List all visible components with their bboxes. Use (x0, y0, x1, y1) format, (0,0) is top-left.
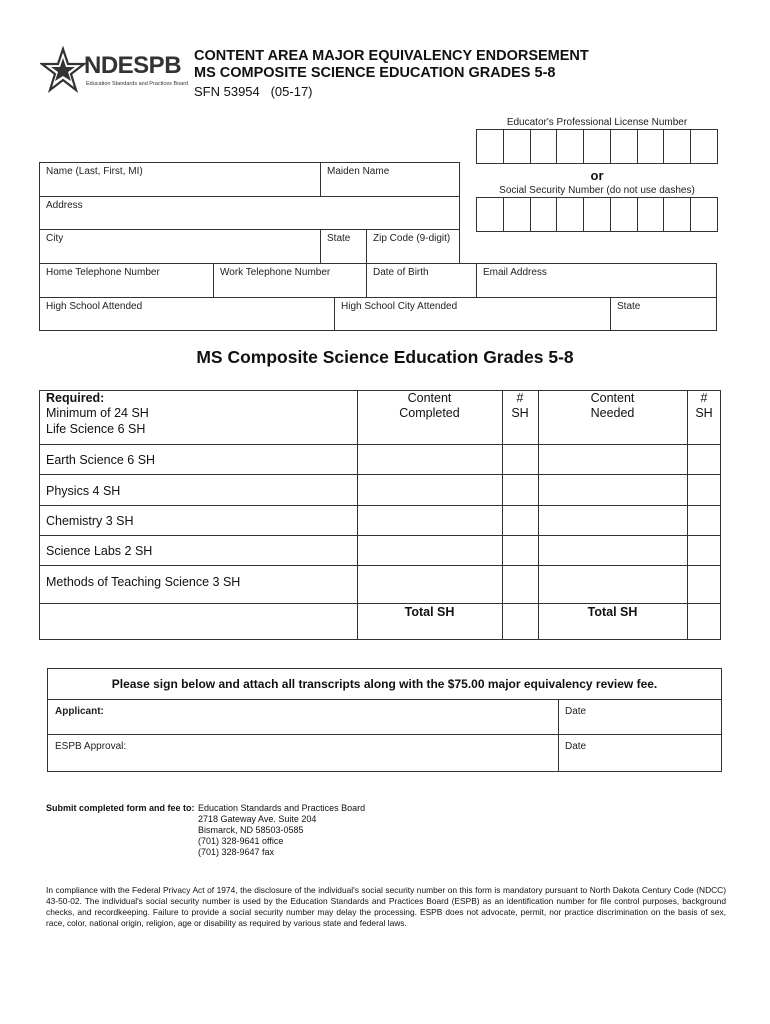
form-number: SFN 53954 (05-17) (194, 84, 313, 99)
applicant-date-field[interactable]: Date (565, 706, 587, 717)
ssn-digit-box[interactable] (557, 197, 584, 232)
form-title-line1: CONTENT AREA MAJOR EQUIVALENCY ENDORSEMENT (194, 48, 589, 64)
row-life-science: Life Science 6 SH (46, 422, 146, 436)
license-digit-box[interactable] (476, 129, 504, 164)
ssn-digit-box[interactable] (476, 197, 504, 232)
state-field[interactable]: State (320, 229, 367, 264)
high-school-city-field[interactable]: High School City Attended (334, 297, 611, 331)
high-school-field[interactable]: High School Attended (39, 297, 335, 331)
ssn-boxes[interactable] (476, 197, 718, 232)
section-title: MS Composite Science Education Grades 5-8 (196, 347, 574, 367)
license-number-boxes[interactable] (476, 129, 718, 164)
license-digit-box[interactable] (611, 129, 638, 164)
work-phone-field[interactable]: Work Telephone Number (213, 263, 367, 298)
license-digit-box[interactable] (531, 129, 558, 164)
city-field[interactable]: City (39, 229, 321, 264)
star-logo-icon (40, 46, 86, 96)
license-digit-box[interactable] (504, 129, 531, 164)
email-field[interactable]: Email Address (476, 263, 717, 298)
col-sh-needed: # SH (695, 391, 713, 420)
row-science-labs: Science Labs 2 SH (46, 544, 153, 558)
license-digit-box[interactable] (584, 129, 611, 164)
ssn-digit-box[interactable] (611, 197, 638, 232)
license-digit-box[interactable] (691, 129, 718, 164)
total-sh-needed: Total SH (587, 605, 638, 619)
submit-address: Education Standards and Practices Board 2718 Gateway Ave. Suite 204 Bismarck, ND 58503-0585 (701) 328-9641 office (701) 328-9647 fax (198, 803, 366, 857)
ssn-digit-box[interactable] (664, 197, 691, 232)
ssn-label: Social Security Number (do not use dashes) (499, 185, 695, 196)
logo-text: NDESPB (84, 52, 182, 79)
form-title-line2: MS COMPOSITE SCIENCE EDUCATION GRADES 5-8 (194, 65, 556, 81)
logo-tagline: Education Standards and Practices Board (86, 81, 189, 87)
high-school-state-field[interactable]: State (610, 297, 717, 331)
row-physics: Physics 4 SH (46, 484, 121, 498)
applicant-signature-field[interactable]: Applicant: (55, 706, 104, 717)
license-number-label: Educator's Professional License Number (506, 117, 688, 128)
espb-approval-field[interactable]: ESPB Approval: (55, 741, 127, 752)
ssn-digit-box[interactable] (584, 197, 611, 232)
or-label: or (590, 168, 604, 183)
row-chemistry: Chemistry 3 SH (46, 514, 134, 528)
col-content-needed: Content Needed (590, 391, 635, 420)
license-digit-box[interactable] (664, 129, 691, 164)
row-earth-science: Earth Science 6 SH (46, 453, 156, 467)
maiden-name-field[interactable]: Maiden Name (320, 162, 460, 197)
ssn-digit-box[interactable] (531, 197, 558, 232)
col-sh-completed: # SH (511, 391, 529, 420)
minimum-label: Minimum of 24 SH (46, 406, 149, 420)
license-digit-box[interactable] (557, 129, 584, 164)
signature-instruction: Please sign below and attach all transcripts along with the $75.00 major equivalency review fee. (111, 677, 658, 691)
address-field[interactable]: Address (39, 196, 460, 230)
espb-date-field[interactable]: Date (565, 741, 587, 752)
license-digit-box[interactable] (638, 129, 665, 164)
home-phone-field[interactable]: Home Telephone Number (39, 263, 214, 298)
ssn-digit-box[interactable] (691, 197, 718, 232)
privacy-notice: In compliance with the Federal Privacy Act of 1974, the disclosure of the individual's social security number on this form is mandatory pursuant to North Dakota Century Code (NDCC) 43-50-02. The individual's social security number is used by the Education Standards and Practices Board (ESPB) as an identification number for file control purposes, background checks, and recordkeeping. Failure to provide a social security number may delay the processing. ESPB does not advocate, permit, nor practice discrimination on the basis of sex, race, color, national origin, religion, age or disability as required by various state and federal laws. (46, 885, 726, 928)
date-of-birth-field[interactable]: Date of Birth (366, 263, 477, 298)
ssn-digit-box[interactable] (638, 197, 665, 232)
espb-logo (40, 46, 189, 96)
required-label: Required: (46, 391, 105, 405)
col-content-completed: Content Completed (399, 391, 460, 420)
zip-code-field[interactable]: Zip Code (9-digit) (366, 229, 460, 264)
total-sh-completed: Total SH (404, 605, 455, 619)
name-field[interactable]: Name (Last, First, MI) (39, 162, 321, 197)
row-methods-teaching: Methods of Teaching Science 3 SH (46, 575, 241, 589)
ssn-digit-box[interactable] (504, 197, 531, 232)
submit-label: Submit completed form and fee to: (46, 803, 195, 813)
